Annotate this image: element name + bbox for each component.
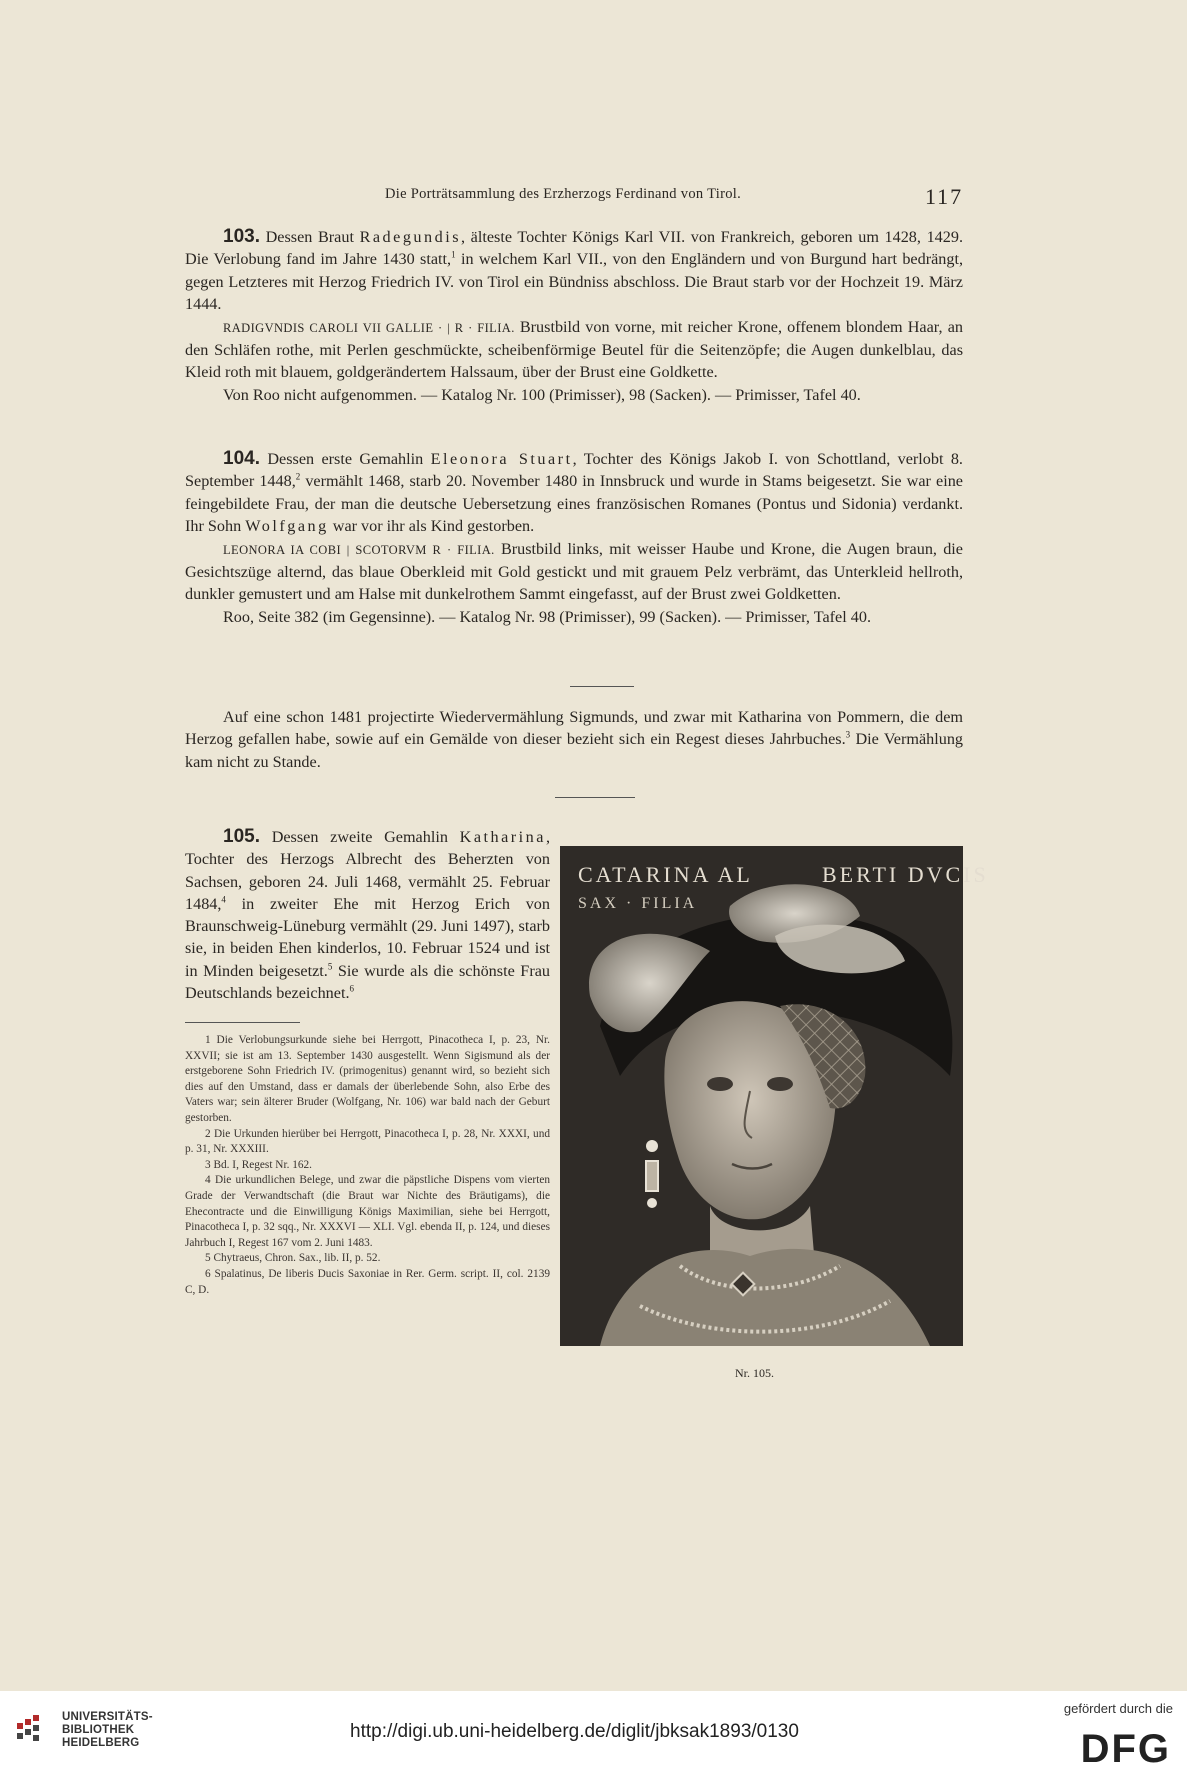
library-name-line: HEIDELBERG (62, 1737, 140, 1749)
person-name: Eleonora Stuart (430, 450, 573, 468)
footnote-ref[interactable]: 4 (221, 894, 226, 905)
footnote-divider (185, 1022, 300, 1023)
text-run: Dessen Braut (259, 228, 360, 246)
earring-pendant (646, 1161, 658, 1191)
portrait-inscription: RADIGVNDIS CAROLI VII GALLIE · | R · FILIA. (223, 320, 515, 335)
entry-103-description (185, 316, 963, 384)
earring-drop (647, 1198, 657, 1208)
footnote-2: 2 Die Urkunden hierüber bei Herrgott, Pinacotheca I, p. 28, Nr. XXXI, und p. 31, Nr. XXXIII. (185, 1127, 550, 1156)
source-url[interactable]: http://digi.ub.uni-heidelberg.de/diglit/jbksak1893/0130 (350, 1721, 799, 1742)
portrait-inscription: LEONORA IA COBI | SCOTORVM R · FILIA. (223, 542, 495, 557)
library-name-line: BIBLIOTHEK (62, 1724, 135, 1736)
footnote-ref[interactable]: 2 (295, 472, 301, 483)
inscription-line1-right: BERTI DVCIS (822, 862, 989, 887)
library-name (62, 1711, 153, 1750)
text-run: Auf eine schon 1481 projectirte Wiedervermählung Sigmunds, und zwar mit Katharina von Pommern, die dem Herzog gefallen habe, sowie auf ein Gemälde von dieser bezieht sich ein Regest dieses Jahrbuches. (185, 708, 963, 749)
dfg-logo: DFG (1080, 1727, 1171, 1771)
eye-right (767, 1077, 793, 1091)
interlude-text (185, 706, 963, 773)
inscription-line2: SAX · FILIA (578, 895, 698, 912)
text-run: Sie wurde als die schönste Frau Deutschlands bezeichnet. (185, 961, 550, 1003)
entry-103-references: Von Roo nicht aufgenommen. — Katalog Nr. 100 (Primisser), 98 (Sacken). — Primisser, Tafel 40. (223, 385, 861, 404)
footnote-ref[interactable]: 5 (327, 961, 333, 972)
portrait-drawing (560, 846, 989, 1346)
eye-left (707, 1077, 733, 1091)
footnote-ref[interactable]: 1 (451, 250, 456, 261)
figure-caption: Nr. 105. (735, 1366, 774, 1380)
entry-103-intro (185, 226, 963, 316)
text-run: in welchem Karl VII., von den Engländern und von Burgund hart bedrängt, gegen Letzteres mit Herzog Friedrich IV. von Tirol ein Bündniss abschloss. Die Braut starb vor der Hochzeit 19. März 1444. (185, 250, 964, 314)
entry-103 (185, 226, 963, 406)
footnote-5: 5 Chytraeus, Chron. Sax., lib. II, p. 52. (205, 1252, 381, 1265)
entry-105 (185, 826, 550, 1004)
inscription-line1-left: CATARINA AL (578, 862, 753, 887)
footnote-ref[interactable]: 6 (349, 983, 355, 994)
footer-bar (0, 1691, 1187, 1773)
running-head: Die Porträtsammlung des Erzherzogs Ferdinand von Tirol. (385, 186, 741, 202)
library-name-line: UNIVERSITÄTS- (62, 1711, 153, 1723)
funded-by-label: gefördert durch die (1063, 1701, 1173, 1716)
entry-104-references: Roo, Seite 382 (im Gegensinne). — Katalog Nr. 98 (Primisser), 99 (Sacken). — Primisser, Tafel 40. (223, 607, 872, 626)
person-name: Katharina (459, 828, 546, 846)
page-header (0, 186, 1187, 216)
person-name: Radegundis (359, 228, 461, 246)
text-run: , älteste Tochter Königs Karl VII. von Frankreich, geboren um 1428, 1429. Die Verlobung fand im Jahre 1430 statt, (185, 228, 963, 269)
interlude-paragraph (185, 706, 963, 773)
footnote-4: 4 Die urkundlichen Belege, und zwar die päpstliche Dispens vom vierten Grade der Verwandtschaft (die Braut war Nichte des Bräutigams), die Ehecontracte und die Einwilligung Königs Maximilian, siehe bei Herrgott, Pinacotheca I, p. 32 sqq., Nr. XXXVI — XLI. Vgl. ebenda II, p. 124, und dieses Jahrbuch I, Regest 167 vom 2. Juni 1483. (185, 1174, 550, 1249)
entry-104 (185, 448, 963, 628)
section-divider (555, 797, 635, 798)
text-run: in zweiter Ehe mit Herzog Erich von Braunschweig-Lüneburg vermählt (29. Juni 1497), starb sie, in beiden Ehen kinderlos, 10. Februar 1524 und ist in Minden beigesetzt. (185, 894, 550, 980)
text-run: vermählt 1468, starb 20. November 1480 in Innsbruck und wurde in Stams beigesetzt. Sie war eine feingebildete Frau, der man die deutsche Uebersetzung eines französischen Romanes (Pontus und Sidonia) verdankt. Ihr Sohn (185, 472, 963, 536)
footnote-1: 1 Die Verlobungsurkunde siehe bei Herrgott, Pinacotheca I, p. 23, Nr. XXVII; sie ist am 13. September 1430 ausgestellt. Wenn Sigismund als der erstgeborene Sohn Friedrich IV. (primogenitus) genannt wird, so bezieht sich dies auf den Umstand, dass er damals der überlebende Sohn, also Erbe des Vaters war; sein älterer Bruder (Wolfgang, Nr. 106) war bald nach der Geburt gestorben. (185, 1034, 550, 1124)
text-run: Dessen erste Gemahlin (259, 450, 431, 468)
entry-104-intro (185, 448, 963, 538)
person-name: Wolfgang (245, 517, 329, 536)
footnote-ref[interactable]: 3 (845, 730, 851, 741)
text-run: , Tochter des Königs Jakob I. von Schottland, verlobt 8. September 1448, (185, 450, 963, 491)
university-library-logo-icon (14, 1713, 54, 1753)
page-number: 117 (925, 184, 964, 209)
footnotes (185, 1033, 550, 1298)
text-run: , Tochter des Herzogs Albrecht des Beherzten von Sachsen, geboren 24. Juli 1468, vermählt 25. Februar 1484, (185, 828, 550, 913)
earring-pearl (646, 1140, 658, 1152)
text-run: Die Vermählung kam nicht zu Stande. (185, 730, 964, 771)
entry-number: 103. (223, 226, 260, 247)
text-run: war vor ihr als Kind gestorben. (328, 517, 535, 536)
text-run: Dessen zweite Gemahlin (259, 828, 460, 846)
text-run: Brustbild von vorne, mit reicher Krone, offenem blondem Haar, an den Schläfen rothe, mit Perlen geschmückte, scheibenförmige Beutel für die Seitenzöpfe; die Augen dunkelblau, das Kleid roth mit blauem, goldgerändertem Halssaum, über der Brust eine Goldkette. (185, 317, 964, 382)
entry-number: 104. (223, 448, 260, 469)
entry-105-text (185, 826, 550, 1004)
entry-104-description (185, 538, 963, 606)
section-divider (570, 686, 634, 687)
text-run: Brustbild links, mit weisser Haube und Krone, die Augen braun, die Gesichtszüge alternd, das blaue Oberkleid mit Gold gestickt und mit grauem Pelz verbrämt, das Unterkleid hellroth, dunkler gemustert und am Halse mit dunkelrothem Sammt eingefasst, auf der Brust zwei Goldketten. (185, 539, 963, 604)
portrait-image (560, 846, 989, 1346)
footnote-3: 3 Bd. I, Regest Nr. 162. (205, 1158, 313, 1171)
footnote-6: 6 Spalatinus, De liberis Ducis Saxoniae in Rer. Germ. script. II, col. 2139 C, D. (185, 1267, 550, 1296)
entry-number: 105. (223, 826, 260, 847)
